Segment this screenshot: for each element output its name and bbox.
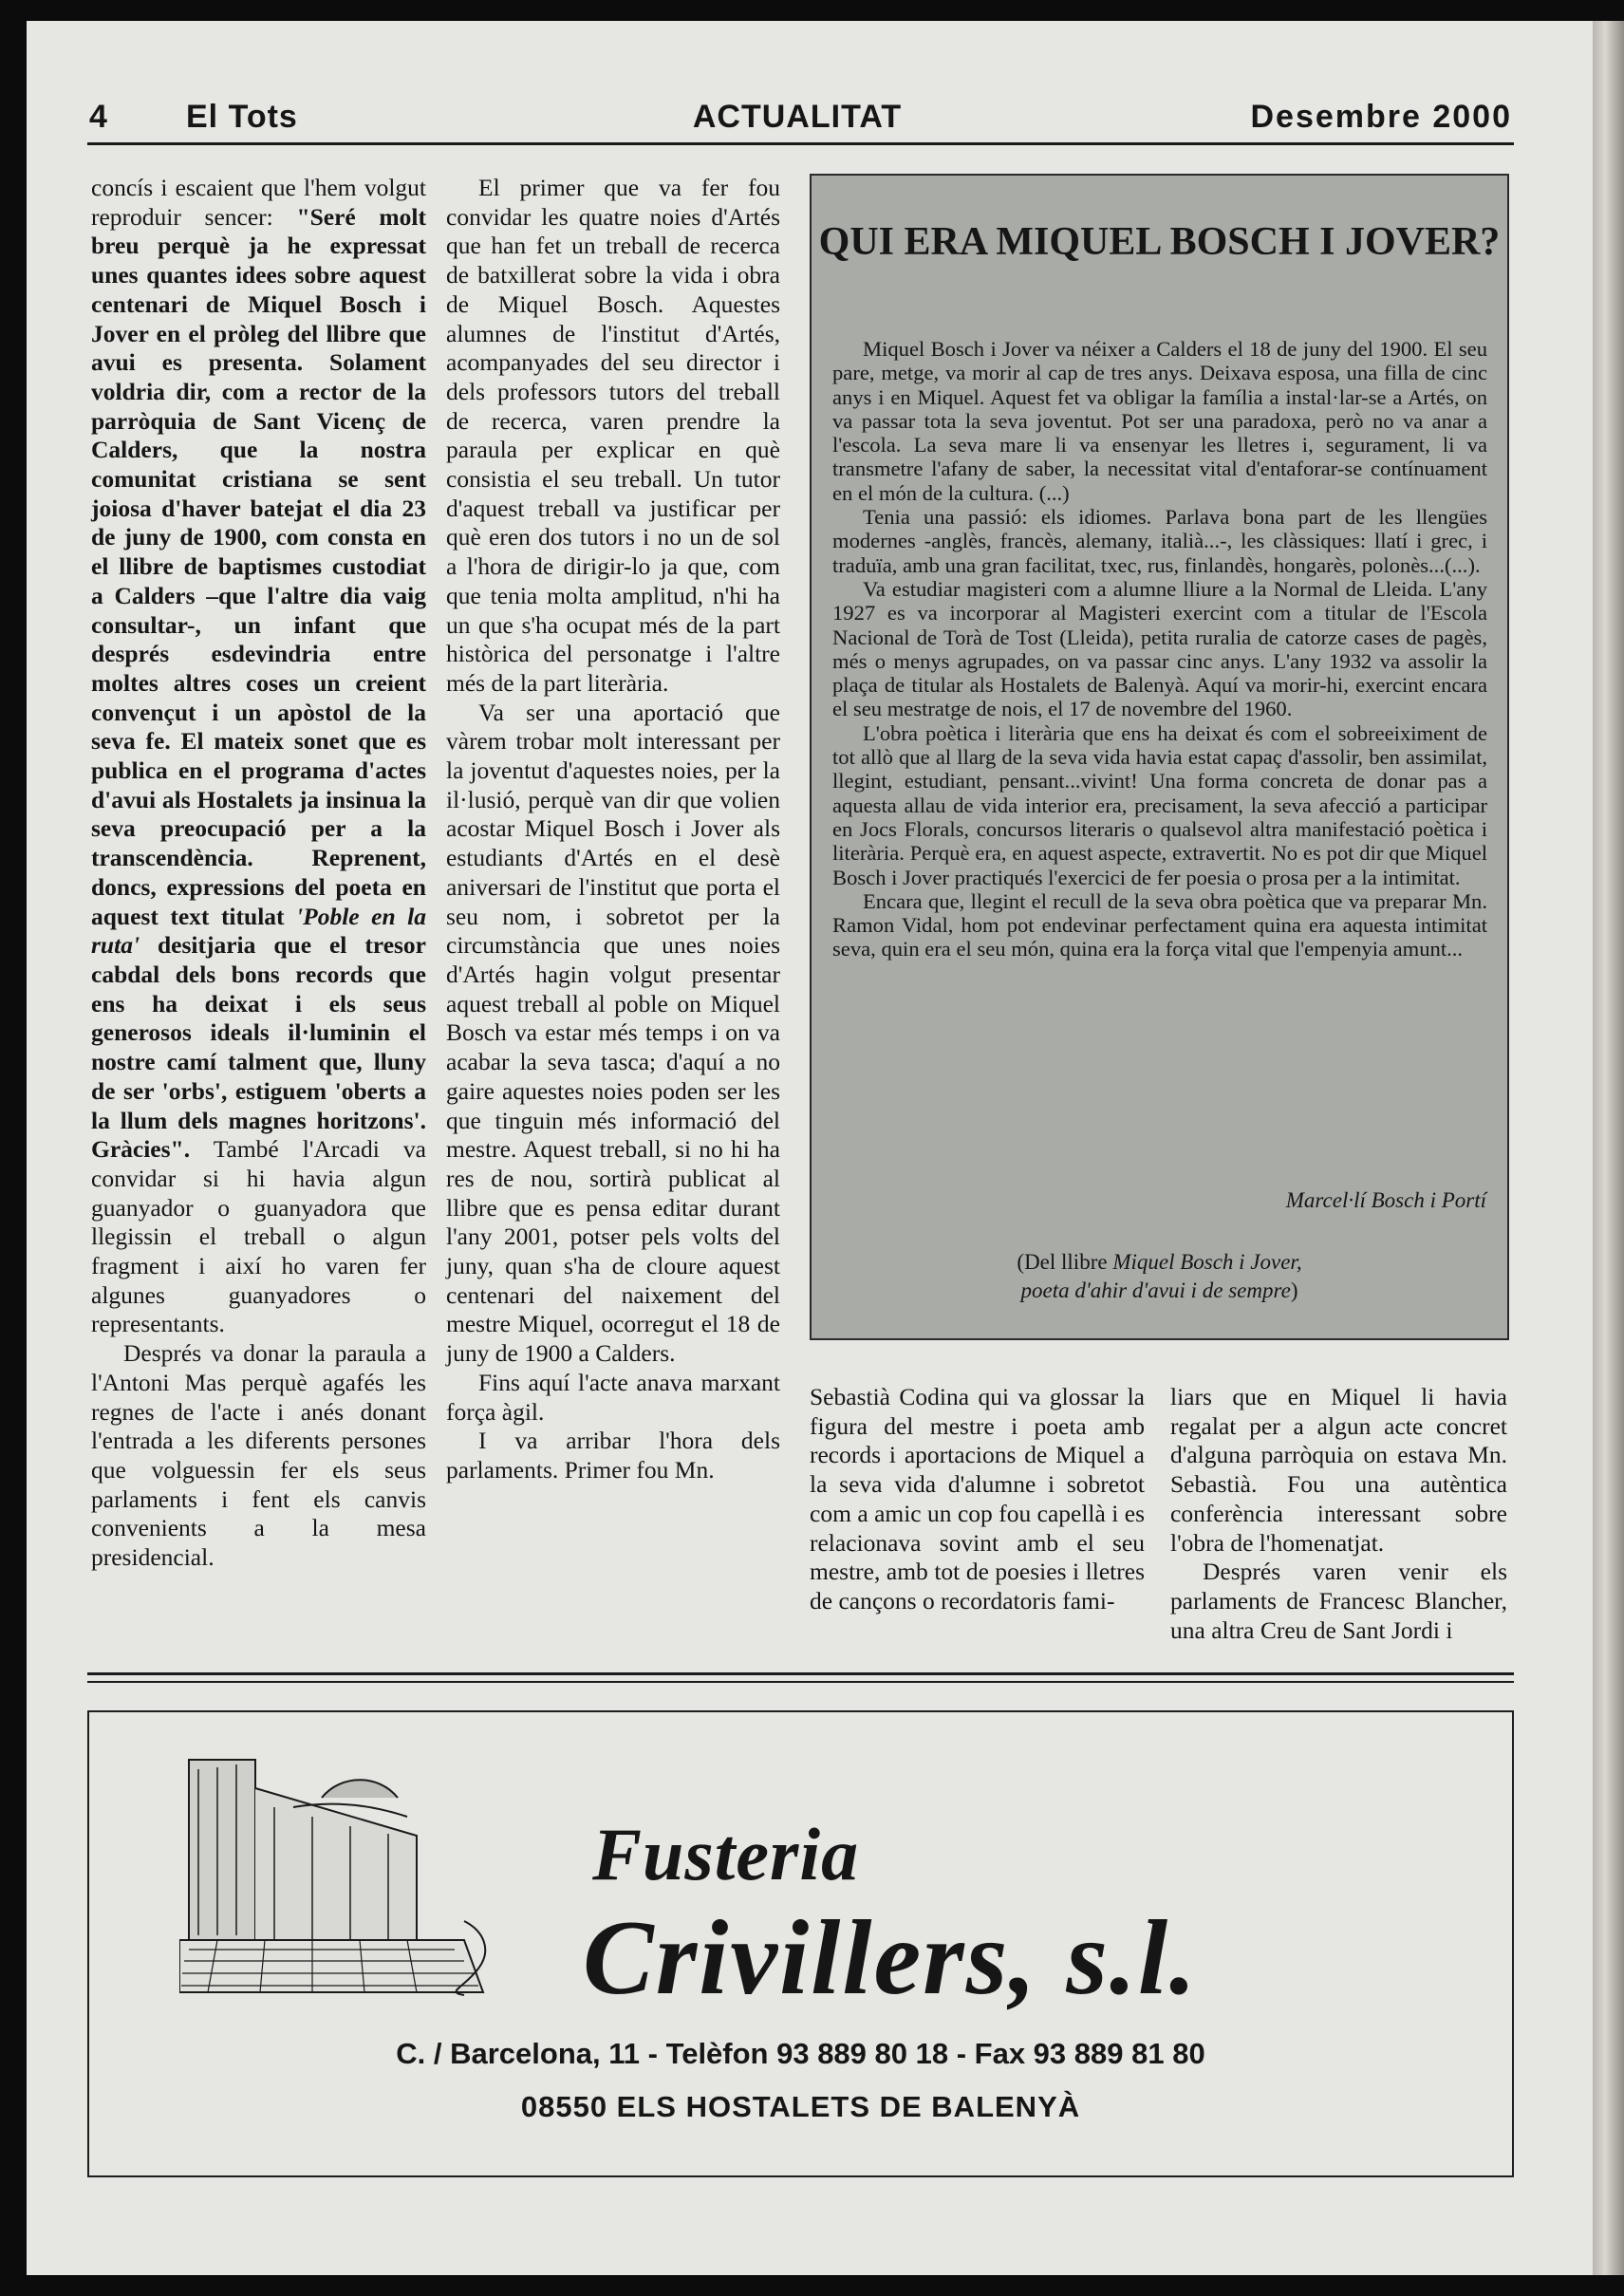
paragraph: Després varen venir els parlaments de Francesc Blancher, una altra Creu de Sant Jordi i xyxy=(1170,1558,1507,1644)
ad-brand-line-1: Fusteria xyxy=(592,1813,860,1895)
header-rule xyxy=(87,142,1514,145)
paragraph: Després va donar la paraula a l'Antoni Mas perquè agafés les regnes de l'acte i anés donant l'entrada a les diferents persones que volguessin fer els seus parlaments i fent els canvis convenients a la mesa presidencial. xyxy=(91,1339,426,1572)
box-paragraph: Tenia una passió: els idiomes. Parlava bona part de les llengües modernes -anglès, francès, alemany, italià...-, les clàssiques: llatí i grec, i traduïa, amb una gran facilitat, txec, rus, finlandès, hongarès, polonès...(...). xyxy=(832,505,1487,577)
section-title: ACTUALITAT xyxy=(692,99,903,135)
quote-text: "Seré molt breu perquè ja he expressat unes quantes idees sobre aquest centenari de Miquel Bosch i Jover en el pròleg del llibre que avui es presenta. Solament voldria dir, com a rector de la parròquia de Sant Vicenç de Calders, que la nostra comunitat cristiana se sent joiosa d'haver batejat el dia 23 de juny de 1900, com consta en el llibre de baptismes custodiat a Calders –que l'altre dia vaig consultar-, un infant que després esdevindria entre moltes altres coses un creient convençut i un apòstol de la seva fe. El mateix sonet que es publica en el programa d'actes d'avui als Hostalets ja insinua la seva preocupació per a la transcendència. Reprenent, doncs, expressions del poeta en aquest text titulat 'Poble en la ruta' desitjaria que el tresor cabdal dels bons records que ens ha deixat i els seus generosos ideals il·luminin el nostre camí talment que, lluny de ser 'orbs', estiguem 'oberts a la llum dels magnes horitzons'. Gràcies". xyxy=(91,202,426,1164)
box-signature: Marcel·lí Bosch i Portí xyxy=(1285,1188,1486,1212)
advertisement xyxy=(87,1710,1514,2177)
newspaper-title: El Tots xyxy=(186,99,298,135)
paragraph: Fins aquí l'acte anava marxant força àgil. xyxy=(446,1368,780,1426)
ad-brand-line-2: Crivillers, s.l. xyxy=(583,1899,1199,2017)
page-number: 4 xyxy=(89,99,107,135)
ad-separator-bottom xyxy=(87,1681,1514,1683)
article-column-4 xyxy=(1170,1383,1507,1645)
box-paragraph: Encara que, llegint el recull de la seva obra poètica que va preparar Mn. Ramon Vidal, hom pot endevinar perfectament quina era aquesta intimitat seva, quin era el seu món, quina era la força vital que l'empenyia amunt... xyxy=(832,888,1487,961)
ad-address: C. / Barcelona, 11 - Telèfon 93 889 80 18 - Fax 93 889 81 80 xyxy=(396,2037,1205,2070)
issue-date: Desembre 2000 xyxy=(1250,99,1512,135)
paragraph: Va ser una aportació que vàrem trobar molt interessant per la joventut d'aquestes noies, per la il·lusió, perquè van dir que volien acostar Miquel Bosch i Jover als estudiants d'Artés en el desè aniversari de l'institut que porta el seu nom, i sobretot per la circumstància que unes noies d'Artés hagin volgut presentar aquest treball al poble on Miquel Bosch va estar més temps i on va acabar la seva tasca; d'aquí a no gaire aquestes noies poden ser les que tinguin més informació del mestre. Aquest treball, si no hi ha res de nou, sortirà publicat al llibre que es pensa editar durant l'any 2001, potser pels volts del juny, quan s'ha de cloure aquest centenari del naixement del mestre Miquel, ocorregut el 18 de juny de 1900 a Calders. xyxy=(446,698,780,1368)
article-column-3 xyxy=(810,1383,1145,1616)
paragraph: concís i escaient que l'hem volgut reproduir sencer: "Seré molt breu perquè ja he expressat unes quantes idees sobre aquest centenari de Miquel Bosch i Jover en el pròleg del llibre que avui es presenta. Solament voldria dir, com a rector de la parròquia de Sant Vicenç de Calders, que la nostra comunitat cristiana se sent joiosa d'haver batejat el dia 23 de juny de 1900, com consta en el llibre de baptismes custodiat a Calders –que l'altre dia vaig consultar-, un infant que després esdevindria entre moltes altres coses un creient convençut i un apòstol de la seva fe. El mateix sonet que es publica en el programa d'actes d'avui als Hostalets ja insinua la seva preocupació per a la transcendència. Reprenent, doncs, expressions del poeta en aquest text titulat 'Poble en la ruta' desitjaria que el tresor cabdal dels bons records que ens ha deixat i els seus generosos ideals il·luminin el nostre camí talment que, lluny de ser 'orbs', estiguem 'oberts a la llum dels magnes horitzons'. Gràcies". També l'Arcadi va convidar si hi havia algun guanyador o guanyadora que llegissin el treball o algun fragment i així ho varen fer algunes guanyadores o representants. xyxy=(91,174,426,1338)
paragraph: liars que en Miquel li havia regalat per a algun acte concret d'alguna parròquia on estava Mn. Sebastià. Fou una autèntica conferència interessant sobre l'obra de l'homenatjat. xyxy=(1170,1383,1507,1557)
paragraph: I va arribar l'hora dels parlaments. Primer fou Mn. xyxy=(446,1427,780,1484)
box-paragraph: L'obra poètica i literària que ens ha deixat és com el sobreeiximent de tot allò que al llarg de la seva vida havia estat capaç d'assolir, ben assimilat, llegint, estudiant, pensant...vivint! Una forma concreta de donar pas a aquesta allau de vida interior era, precisament, la seva afecció a participar en Jocs Florals, concursos literaris o qualsevol altra manifestació poètica i literària. Perquè era, en aquest aspecte, extravertit. No es pot dir que Miquel Bosch i Jover practiqués l'exercici de fer poesia o prosa per a la intimitat. xyxy=(832,720,1487,889)
next-page-edge xyxy=(1593,21,1624,2275)
ad-separator-top xyxy=(87,1672,1514,1675)
box-paragraph: Va estudiar magisteri com a alumne lliure a la Normal de Lleida. L'any 1927 es va incorporar al Magisteri exercint com a titular de l'Escola Nacional de Torà de Tost (Lleida), petita ruralia de catorze cases de pagès, més o menys agrupades, on va passar cinc anys. L'any 1932 va assolir la plaça de titular als Hostalets de Balenyà. Aquí va morir-hi, exercint encara el seu mestratge de nois, el 17 de novembre del 1960. xyxy=(832,576,1487,721)
interior-scene-illustration xyxy=(179,1750,502,1997)
biography-box xyxy=(810,174,1509,1340)
ad-city: 08550 ELS HOSTALETS DE BALENYÀ xyxy=(520,2090,1081,2123)
paragraph: El primer que va fer fou convidar les quatre noies d'Artés que han fet un treball de recerca de batxillerat sobre la vida i obra de Miquel Bosch. Aquestes alumnes de l'institut d'Artés, acompanyades del seu director i dels professors tutors del treball de recerca, varen prendre la paraula per explicar en què consistia el seu treball. Un tutor d'aquest treball va justificar per què eren dos tutors i no un de sol a l'hora de dirigir-lo ja que, com que tenia molta amplitud, n'hi ha un que s'ha ocupat més de la part històrica del personatge i l'altre més de la part literària. xyxy=(446,174,780,697)
paragraph: Sebastià Codina qui va glossar la figura del mestre i poeta amb records i aportacions de Miquel a la seva vida d'alumne i sobretot com a amic un cop fou capellà i es relacionava sovint amb el seu mestre, amb tot de poesies i lletres de cançons o recordatoris fami- xyxy=(810,1383,1145,1615)
article-column-1 xyxy=(91,174,426,1573)
box-title: QUI ERA MIQUEL BOSCH I JOVER? xyxy=(818,220,1501,264)
article-column-2 xyxy=(446,174,780,1485)
box-paragraph: Miquel Bosch i Jover va néixer a Calders el 18 de juny del 1900. El seu pare, metge, va morir al cap de tres anys. Deixava esposa, una filla de cinc anys i en Miquel. Aquest fet va obligar la família a instal·lar-se a Artés, on va passar tota la seva joventut. Pot ser una paradoxa, però no va anar a l'escola. La seva mare li va ensenyar les lletres i, segurament, li va transmetre l'afany de saber, la necessitat vital d'entaforar-se contínuament en el món de la cultura. (...) xyxy=(832,337,1487,505)
box-source: (Del llibre Miquel Bosch i Jover, poeta d'ahir d'avui i de sempre) xyxy=(1017,1250,1302,1302)
box-body xyxy=(832,337,1487,961)
